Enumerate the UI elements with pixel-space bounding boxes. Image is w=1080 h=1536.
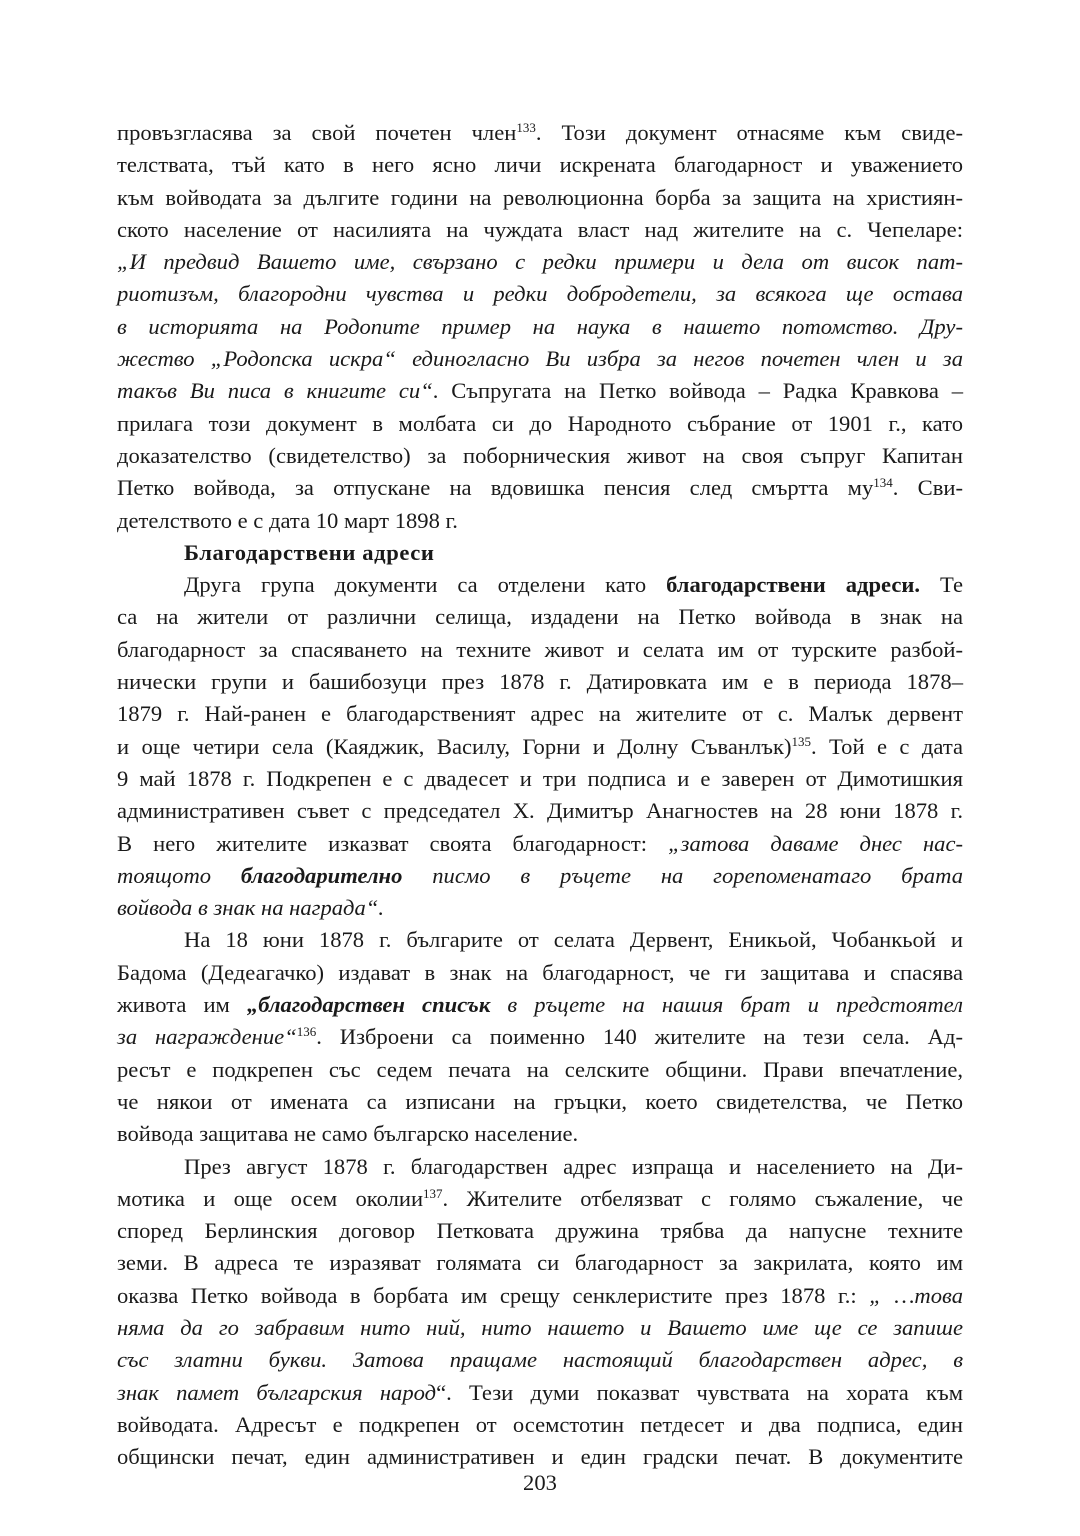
text-line: мотика и още осем околии$^{137}$. Жителите отбелязват с голямо съжаление, че: [117, 1185, 963, 1211]
footnote-ref[interactable]: 136: [296, 1024, 317, 1040]
text-line: детелството е с дата 10 март 1898 г.: [117, 507, 458, 533]
quote-line: „И предвид Вашето име, свързано с редки примери и дела от висок пат-: [117, 249, 963, 275]
text-line: войводата. Адресът е подкрепен от осемстотин петдесет и два подписа, един: [117, 1411, 963, 1437]
page-number: 203: [523, 1470, 557, 1495]
footnote-ref[interactable]: 134: [873, 475, 893, 491]
quote-line: няма да го забравим нито ний, нито нашето и Вашето име ще се запише: [117, 1314, 963, 1340]
text-line: 9 май 1878 г. Подкрепен е с двадесет и три подписа и е заверен от Димотишкия: [117, 765, 963, 791]
section-heading: Благодарствени адреси: [184, 539, 435, 565]
text-line: В него жителите изказват своята благодарност: „затова даваме днес нас-: [117, 830, 963, 856]
text-line: земи. В адреса те изразяват голямата си благодарност за закрилата, която им: [117, 1250, 963, 1276]
text-line: Бадома (Дедеагачко) издават в знак на благодарност, че ги защитава и спасява: [117, 959, 963, 985]
page-body: [117, 117, 963, 1473]
text-line: ското население от насилията на чуждата власт над жителите на с. Чепеларе:: [117, 216, 963, 242]
footnote-ref[interactable]: 133: [516, 120, 536, 135]
text-line: са на жители от различни селища, издадени на Петко войвода в знак на: [117, 604, 963, 630]
quote-line: тоящото благодарително писмо в ръцете на горепоменатаго брата: [117, 862, 963, 888]
quote-line: жество „Родопска искра“ единогласно Ви избра за негов почетен член и за: [117, 346, 963, 372]
text-line: и още четири села (Каяджик, Василу, Горни и Долну Съванлък)$^{135}$. Той е с дата: [117, 733, 964, 759]
text-line: общински печат, един административен и един градски печат. В документите: [117, 1444, 963, 1470]
text-line: че някои от имената са изписани на гръцки, което свидетелства, че Петко: [117, 1088, 963, 1114]
text-line: живота им „благодарствен списък в ръцете на нашия брат и предстоятел: [117, 992, 963, 1018]
text-line: оказва Петко войвода в борбата им срещу сенклеристите през 1878 г.: „ …това: [117, 1282, 963, 1308]
text-line: войвода защитава не само българско население.: [117, 1121, 579, 1147]
text-line: провъзгласява за свой почетен член$^{133}$. Този документ отнасяме към свиде-: [117, 120, 964, 145]
text-line: нически групи и башибозуци през 1878 г. Датировката им е в периода 1878–: [117, 669, 963, 695]
text-line: Петко войвода, за отпускане на вдовишка пенсия след смъртта $му^{134}$. Сви-: [117, 475, 963, 501]
quote-line: в историята на Родопите пример на наука в нашето потомство. Дру-: [117, 313, 963, 339]
text-line: ресът е подкрепен със седем печата на селските общини. Прави впечатление,: [117, 1056, 963, 1082]
text-line: доказателство (свидетелство) за поборническия живот на своя съпруг Капитан: [117, 442, 963, 468]
text-line: прилага този документ в молбата си до Народното събрание от 1901 г., като: [117, 410, 963, 436]
text-line: според Берлинския договор Петковата дружина трябва да напусне техните: [117, 1218, 963, 1244]
text-line: такъв Ви писа в книгите си“. Съпругата на Петко войвода – Радка Кравкова –: [117, 378, 963, 404]
quote-line: войвода в знак на награда“.: [117, 895, 384, 921]
quote-line: риотизъм, благородни чувства и редки добродетели, за всякога ще остава: [117, 281, 963, 307]
text-line: административен съвет с председател Х. Димитър Анагностев на 28 юни 1878 г.: [117, 798, 963, 824]
text-line: През август 1878 г. благодарствен адрес изпраща и населението на Ди-: [184, 1153, 963, 1179]
text-line: телствата, тъй като в него ясно личи искрената благодарност и уважението: [117, 152, 963, 178]
text-line: за награждение“$^{136}$. Изброени са поименно 140 жителите на тези села. Ад-: [117, 1024, 963, 1050]
text-line: Друга група документи са отделени като благодарствени адреси. Те: [184, 572, 963, 598]
footnote-ref[interactable]: 135: [791, 733, 811, 749]
text-line: знак памет българския народ“. Тези думи показват чувствата на хората към: [117, 1379, 963, 1405]
text-line: към войводата за дългите години на революционна борба за защита на християн-: [117, 184, 963, 210]
text-line: благодарност за спасяването на техните живот и селата им от турските разбой-: [117, 636, 963, 662]
text-line: 1879 г. Най-ранен е благодарственият адрес на жителите от с. Малък дервент: [117, 701, 963, 727]
quote-line: със златни букви. Затова пращаме настоящий благодарствен адрес, в: [117, 1347, 963, 1373]
text-line: На 18 юни 1878 г. българите от селата Дервент, Еникьой, Чобанкьой и: [184, 927, 963, 953]
footnote-ref[interactable]: 137: [423, 1185, 443, 1201]
